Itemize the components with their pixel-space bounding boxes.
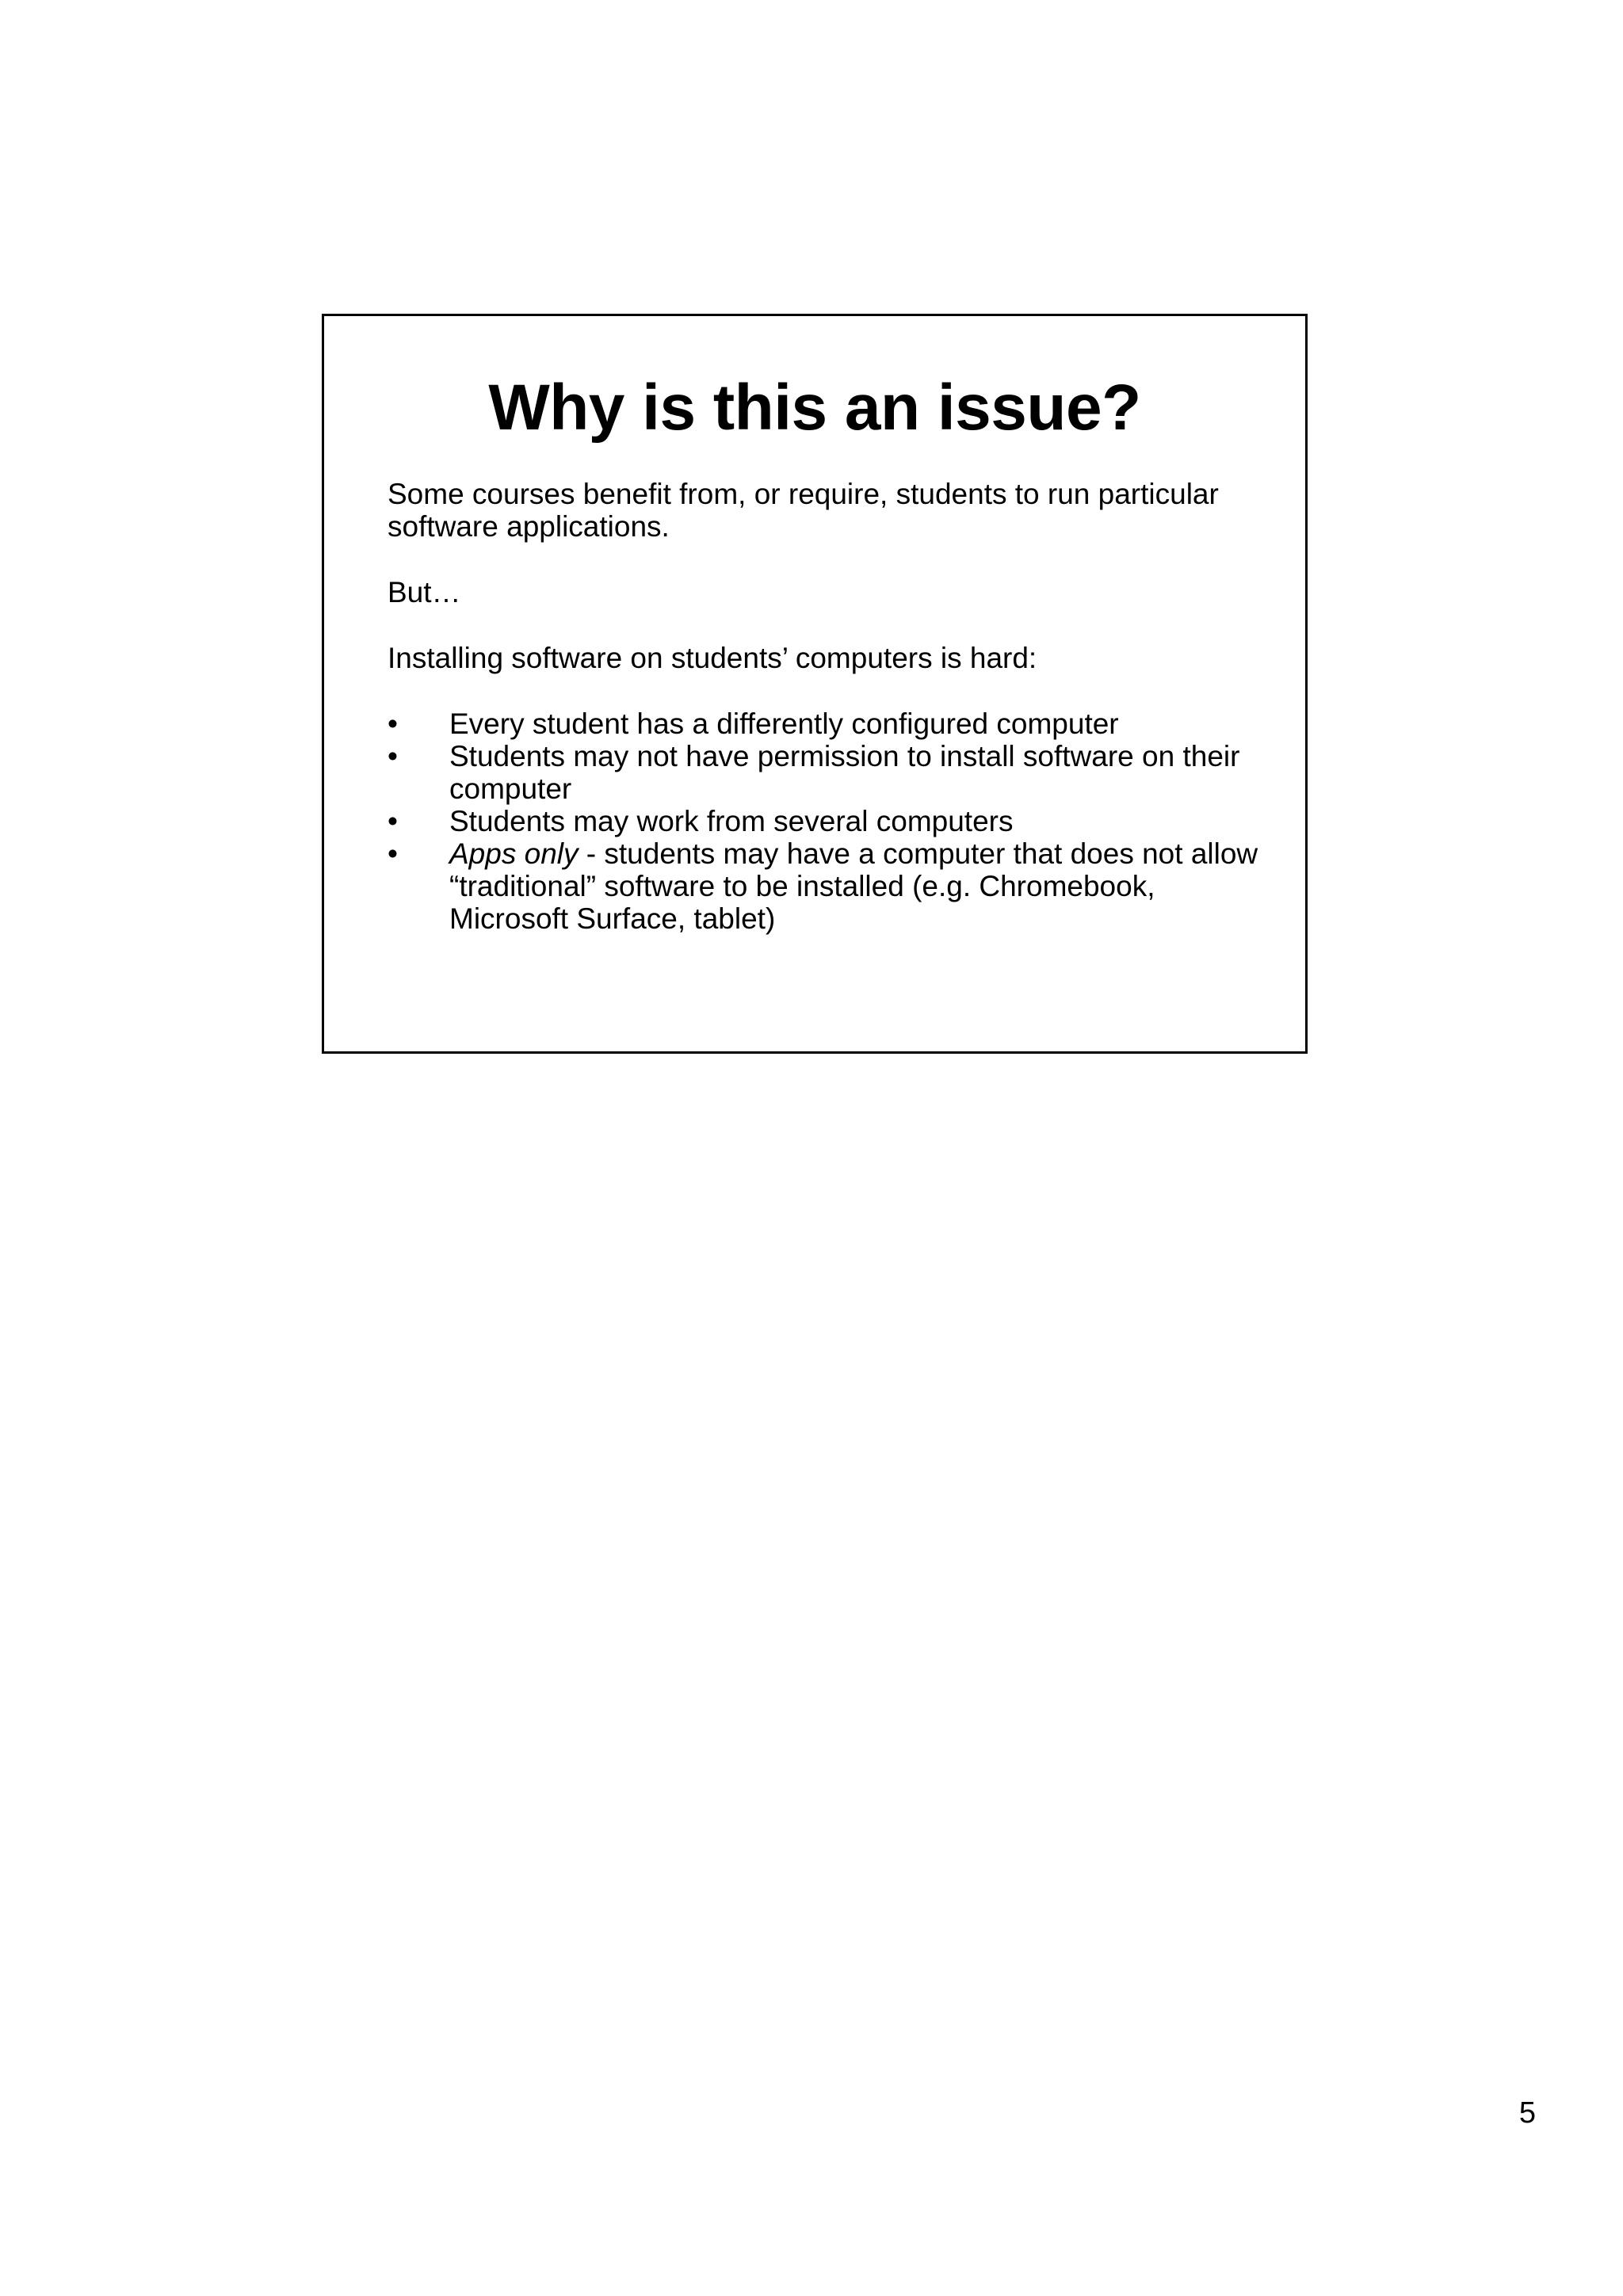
bullet-icon: • [388, 707, 398, 740]
page-number: 5 [1518, 2096, 1536, 2130]
slide-body [388, 478, 1275, 935]
list-item [388, 740, 1275, 805]
bullet-icon: • [388, 837, 398, 870]
slide-frame [322, 314, 1308, 1054]
list-item [388, 805, 1275, 837]
bullet-text: Every student has a differently configured computer [449, 707, 1119, 740]
bullet-icon: • [388, 740, 398, 772]
bullet-text: - students may have a computer that does not allow “traditional” software to be installed (e.g. Chromebook, Microsoft Surface, tablet) [449, 837, 1258, 935]
list-item [388, 707, 1275, 740]
bullet-emphasis: Apps only [449, 837, 579, 870]
bullet-text: Students may not have permission to install software on their computer [449, 740, 1240, 805]
list-item [388, 837, 1275, 935]
bullet-text: Students may work from several computers [449, 805, 1014, 837]
intro-paragraph: Some courses benefit from, or require, students to run particular software applications. [388, 478, 1219, 543]
lead-paragraph: Installing software on students’ computers is hard: [388, 642, 1037, 674]
slide-title: Why is this an issue? [488, 372, 1141, 444]
transition-text: But… [388, 576, 461, 608]
bullet-icon: • [388, 805, 398, 837]
bullet-list [388, 707, 1275, 935]
